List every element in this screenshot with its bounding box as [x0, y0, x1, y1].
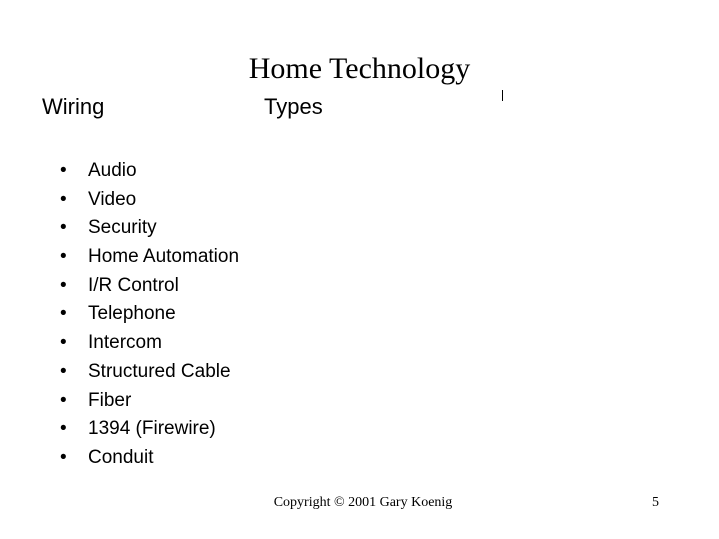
bullet-icon: •	[60, 188, 67, 210]
list-item-label: Audio	[88, 160, 137, 181]
bullet-icon: •	[60, 274, 67, 296]
list-item-label: Security	[88, 217, 157, 239]
subtitle-types: Types	[264, 94, 323, 119]
bullet-icon: •	[60, 360, 67, 382]
list-item-label: Conduit	[88, 446, 154, 468]
bullet-icon: •	[60, 246, 67, 268]
list-item-label: Video	[88, 188, 137, 210]
list-item-label: Home Automation	[88, 246, 240, 268]
bullet-icon: •	[60, 217, 67, 239]
subtitle-wiring: Wiring	[42, 94, 105, 119]
stray-line-mark	[502, 90, 503, 101]
footer-copyright: Copyright © 2001 Gary Koenig	[273, 495, 453, 510]
bullet-icon: •	[60, 160, 67, 181]
bullet-icon: •	[60, 389, 67, 411]
list-item-label: I/R Control	[88, 274, 179, 296]
list-item-label: Intercom	[88, 332, 162, 354]
bullet-icon: •	[60, 303, 67, 325]
bullet-icon: •	[60, 446, 67, 468]
list-item-label: 1394 (Firewire)	[88, 418, 216, 440]
list-item-label: Structured Cable	[88, 360, 231, 382]
slide-title: Home Technology	[248, 52, 471, 85]
bullet-icon: •	[60, 418, 67, 440]
bullet-icon: •	[60, 332, 67, 354]
page-number: 5	[652, 495, 659, 510]
list-item-label: Telephone	[88, 303, 176, 325]
list-item-label: Fiber	[88, 389, 132, 411]
